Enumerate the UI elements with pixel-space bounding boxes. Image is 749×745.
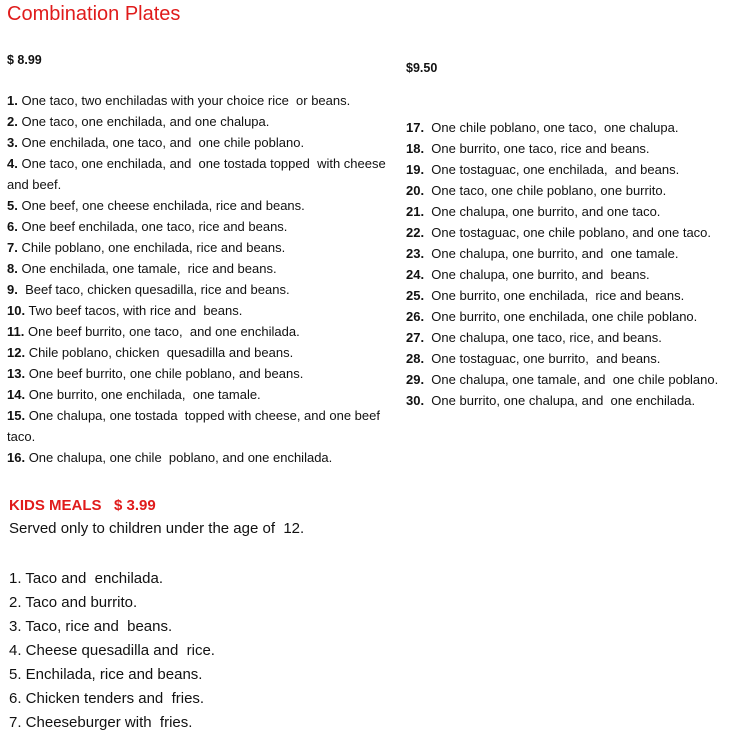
plate-number: 16. bbox=[7, 450, 26, 465]
plates-list-left bbox=[7, 90, 393, 468]
plates-list-right bbox=[406, 117, 749, 411]
plate-item bbox=[406, 285, 749, 306]
plate-item bbox=[406, 327, 749, 348]
plate-item bbox=[406, 243, 749, 264]
plate-text: One tostaguac, one burrito, and beans. bbox=[424, 351, 661, 366]
price-right: $9.50 bbox=[406, 61, 438, 75]
plate-text: One burrito, one chalupa, and one enchilada. bbox=[424, 393, 696, 408]
plate-item bbox=[406, 369, 749, 390]
plate-text: One tostaguac, one enchilada, and beans. bbox=[424, 162, 680, 177]
plate-text: One taco, two enchiladas with your choice rice or beans. bbox=[17, 93, 351, 108]
plate-text: One beef burrito, one chile poblano, and beans. bbox=[25, 366, 304, 381]
plate-item bbox=[7, 363, 387, 384]
plate-number: 6. bbox=[7, 219, 18, 234]
plate-text: One chalupa, one burrito, and one taco. bbox=[424, 204, 661, 219]
plate-item bbox=[406, 117, 749, 138]
plate-item bbox=[7, 258, 387, 279]
plate-item bbox=[406, 159, 749, 180]
plate-item bbox=[7, 132, 387, 153]
kids-meal-item: 6. Chicken tenders and fries. bbox=[9, 690, 205, 707]
plate-number: 17. bbox=[406, 120, 425, 135]
kids-meals-note: Served only to children under the age of 12. bbox=[9, 520, 305, 537]
plate-number: 2. bbox=[7, 114, 18, 129]
plate-item bbox=[7, 153, 393, 195]
plate-item bbox=[7, 216, 387, 237]
plate-text: Chile poblano, one enchilada, rice and beans. bbox=[17, 240, 286, 255]
kids-meal-item: 1. Taco and enchilada. bbox=[9, 570, 164, 587]
plate-text: One chalupa, one tamale, and one chile poblano. bbox=[424, 372, 719, 387]
plate-item bbox=[406, 306, 749, 327]
plate-text: One chalupa, one burrito, and beans. bbox=[424, 267, 650, 282]
plate-text: One beef, one cheese enchilada, rice and beans. bbox=[17, 198, 305, 213]
plate-number: 21. bbox=[406, 204, 425, 219]
plate-text: One beef enchilada, one taco, rice and beans. bbox=[17, 219, 288, 234]
plate-item bbox=[7, 321, 387, 342]
page-title: Combination Plates bbox=[7, 3, 181, 25]
plate-number: 13. bbox=[7, 366, 26, 381]
plate-item bbox=[406, 348, 749, 369]
plate-number: 7. bbox=[7, 240, 18, 255]
plate-item bbox=[7, 405, 387, 447]
kids-meal-item: 4. Cheese quesadilla and rice. bbox=[9, 642, 215, 659]
plate-text: Beef taco, chicken quesadilla, rice and beans. bbox=[17, 282, 290, 297]
plate-number: 12. bbox=[7, 345, 26, 360]
plate-number: 28. bbox=[406, 351, 425, 366]
plate-number: 18. bbox=[406, 141, 425, 156]
plate-number: 8. bbox=[7, 261, 18, 276]
plate-text: One burrito, one enchilada, rice and beans. bbox=[424, 288, 685, 303]
plate-item bbox=[406, 390, 749, 411]
plate-number: 23. bbox=[406, 246, 425, 261]
plate-item bbox=[406, 138, 749, 159]
plate-number: 27. bbox=[406, 330, 425, 345]
plate-number: 3. bbox=[7, 135, 18, 150]
plate-text: One tostaguac, one chile poblano, and one taco. bbox=[424, 225, 712, 240]
plate-number: 22. bbox=[406, 225, 425, 240]
plate-text: One burrito, one enchilada, one chile poblano. bbox=[424, 309, 698, 324]
kids-meal-item: 2. Taco and burrito. bbox=[9, 594, 138, 611]
plate-number: 24. bbox=[406, 267, 425, 282]
kids-meals-heading: KIDS MEALS $ 3.99 bbox=[9, 497, 156, 514]
plate-item bbox=[406, 264, 749, 285]
plate-item bbox=[7, 384, 387, 405]
plate-number: 19. bbox=[406, 162, 425, 177]
plate-item bbox=[7, 195, 387, 216]
plate-item bbox=[406, 201, 749, 222]
plate-number: 10. bbox=[7, 303, 26, 318]
plate-number: 15. bbox=[7, 408, 26, 423]
plate-item bbox=[7, 342, 387, 363]
plate-number: 29. bbox=[406, 372, 425, 387]
plate-text: One chile poblano, one taco, one chalupa. bbox=[424, 120, 679, 135]
plate-text: Chile poblano, chicken quesadilla and beans. bbox=[25, 345, 294, 360]
kids-meals-list bbox=[9, 567, 215, 735]
plate-text: One burrito, one enchilada, one tamale. bbox=[25, 387, 261, 402]
plate-text: One chalupa, one taco, rice, and beans. bbox=[424, 330, 662, 345]
plate-item bbox=[7, 300, 387, 321]
plate-text: One taco, one enchilada, and one chalupa. bbox=[17, 114, 270, 129]
plate-text: One enchilada, one taco, and one chile poblano. bbox=[17, 135, 305, 150]
kids-meal-item: 3. Taco, rice and beans. bbox=[9, 618, 173, 635]
plate-text: One chalupa, one chile poblano, and one enchilada. bbox=[25, 450, 333, 465]
plate-item bbox=[7, 279, 387, 300]
plate-number: 4. bbox=[7, 156, 18, 171]
plate-number: 5. bbox=[7, 198, 18, 213]
plate-item bbox=[7, 237, 387, 258]
plate-number: 9. bbox=[7, 282, 18, 297]
kids-meal-item: 5. Enchilada, rice and beans. bbox=[9, 666, 203, 683]
plate-number: 30. bbox=[406, 393, 425, 408]
plate-number: 1. bbox=[7, 93, 18, 108]
plate-number: 14. bbox=[7, 387, 26, 402]
plate-text: One burrito, one taco, rice and beans. bbox=[424, 141, 650, 156]
plate-text: One taco, one chile poblano, one burrito. bbox=[424, 183, 667, 198]
plate-item bbox=[7, 111, 387, 132]
price-left: $ 8.99 bbox=[7, 53, 42, 67]
plate-text: One chalupa, one burrito, and one tamale. bbox=[424, 246, 679, 261]
plate-item bbox=[7, 447, 387, 468]
kids-meal-item: 7. Cheeseburger with fries. bbox=[9, 714, 193, 731]
plate-number: 20. bbox=[406, 183, 425, 198]
plate-text: One chalupa, one tostada topped with cheese, and one beef taco. bbox=[7, 408, 384, 444]
plate-text: One enchilada, one tamale, rice and beans. bbox=[17, 261, 277, 276]
plate-item bbox=[406, 222, 749, 243]
plate-text: Two beef tacos, with rice and beans. bbox=[25, 303, 243, 318]
plate-number: 26. bbox=[406, 309, 425, 324]
plate-item bbox=[406, 180, 749, 201]
plate-text: One beef burrito, one taco, and one enchilada. bbox=[24, 324, 300, 339]
plate-number: 11. bbox=[7, 324, 25, 339]
plate-number: 25. bbox=[406, 288, 425, 303]
plate-text: One taco, one enchilada, and one tostada topped with cheese and beef. bbox=[7, 156, 393, 192]
plate-item bbox=[7, 90, 387, 111]
